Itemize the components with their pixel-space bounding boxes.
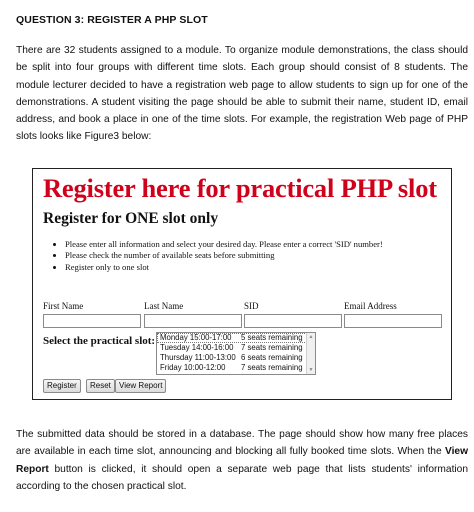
slot-seats: 7 seats remaining bbox=[241, 363, 303, 372]
first-name-label: First Name bbox=[43, 301, 84, 311]
question-title: QUESTION 3: REGISTER A PHP SLOT bbox=[16, 14, 208, 26]
form-heading: Register here for practical PHP slot bbox=[43, 173, 437, 203]
view-report-button[interactable]: View Report bbox=[115, 379, 166, 393]
outro-view-report-bold: View Report bbox=[16, 446, 468, 475]
form-subheading: Register for ONE slot only bbox=[43, 210, 219, 227]
slot-seats: 6 seats remaining bbox=[241, 353, 303, 362]
reset-button[interactable]: Reset bbox=[86, 379, 115, 393]
instruction-item: • Register only to one slot bbox=[65, 262, 383, 273]
scroll-down-arrow-icon[interactable]: ▼ bbox=[308, 367, 314, 373]
listbox-scrollbar[interactable] bbox=[306, 333, 315, 374]
outro-paragraph bbox=[16, 426, 468, 495]
instruction-list bbox=[53, 239, 383, 273]
slot-option[interactable] bbox=[157, 333, 315, 343]
email-input[interactable] bbox=[344, 314, 442, 328]
first-name-input[interactable] bbox=[43, 314, 141, 328]
registration-form-figure bbox=[32, 168, 452, 400]
instruction-item: • Please check the number of available seats before submitting bbox=[65, 250, 383, 261]
slot-day: Monday 15:00-17:00 bbox=[160, 333, 232, 342]
slot-option[interactable] bbox=[157, 363, 315, 373]
email-label: Email Address bbox=[344, 301, 397, 311]
outro-text-2: button is clicked, it should open a separate web page that lists students' information according to the chosen practical slot. bbox=[16, 463, 468, 492]
slot-listbox[interactable] bbox=[156, 332, 316, 375]
sid-label: SID bbox=[244, 301, 259, 311]
outro-text-1: The submitted data should be stored in a database. The page should show how many free places are available in each time slot, announcing and blocking all fully booked time slots. When the bbox=[16, 429, 468, 458]
slot-day: Tuesday 14:00-16:00 bbox=[160, 343, 234, 352]
slot-day: Friday 10:00-12:00 bbox=[160, 363, 226, 372]
scroll-up-arrow-icon[interactable]: ▲ bbox=[308, 334, 314, 340]
instruction-item: • Please enter all information and select your desired day. Please enter a correct 'SID' number! bbox=[65, 239, 383, 250]
slot-day: Thursday 11:00-13:00 bbox=[160, 353, 236, 362]
slot-option[interactable] bbox=[157, 353, 315, 363]
last-name-label: Last Name bbox=[144, 301, 184, 311]
slot-option[interactable] bbox=[157, 343, 315, 353]
intro-paragraph: There are 32 students assigned to a module. To organize module demonstrations, the class should be split into four groups with different time slots. Each group should consist of 8 students. The module lecturer decided to have a registration web page to allow students to sign up for one of the demonstrations. A student visiting the page should be able to submit their name, student ID, email address, and book a place in one of the time slots. For example, the registration Web page of PHP slots looks like Figure3 below: bbox=[16, 45, 468, 143]
sid-input[interactable] bbox=[244, 314, 342, 328]
slot-select-label: Select the practical slot: bbox=[43, 335, 156, 347]
last-name-input[interactable] bbox=[144, 314, 242, 328]
slot-seats: 5 seats remaining bbox=[241, 333, 303, 342]
slot-seats: 7 seats remaining bbox=[241, 343, 303, 352]
register-button[interactable]: Register bbox=[43, 379, 81, 393]
